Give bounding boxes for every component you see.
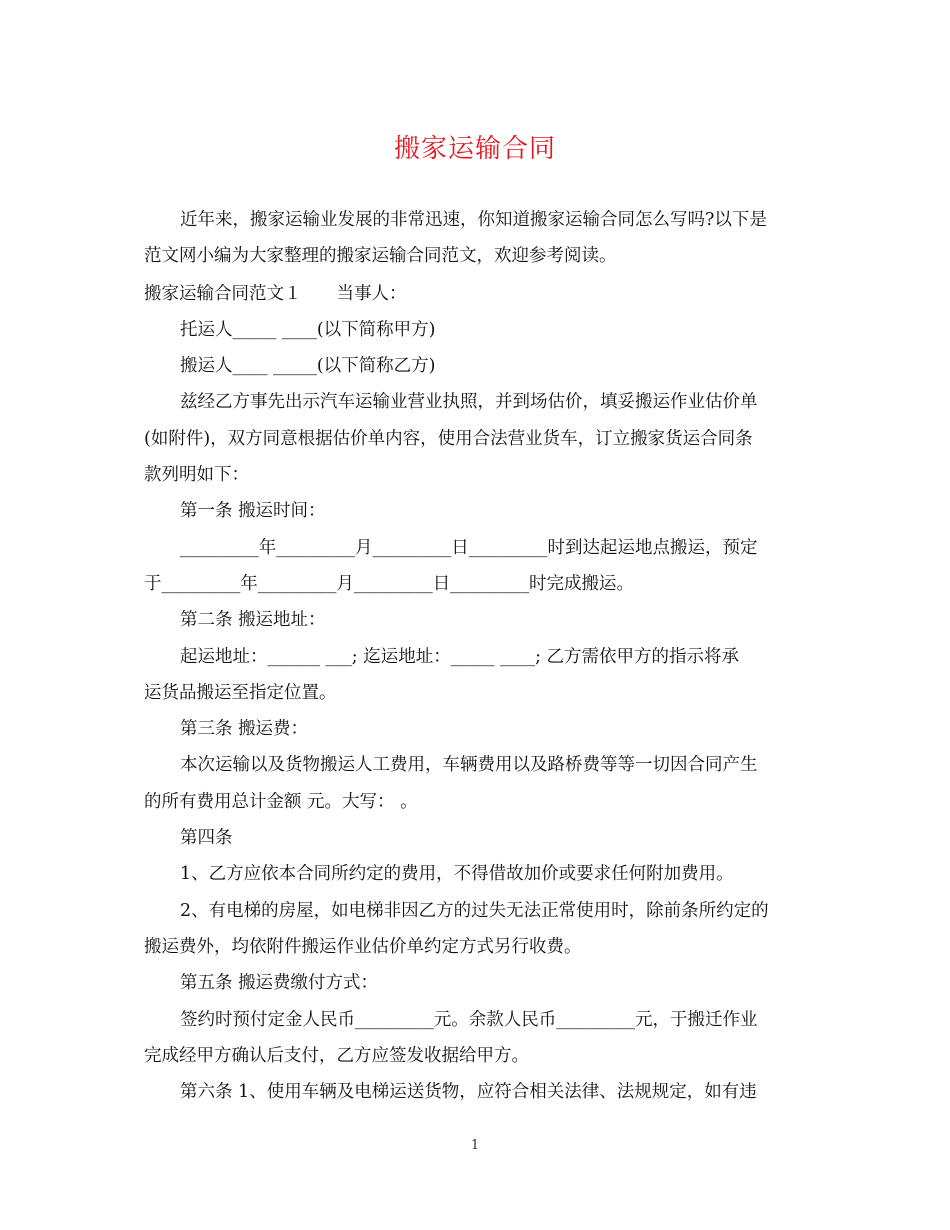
paragraph-line: 搬运人____ _____(以下简称乙方) xyxy=(180,356,436,376)
paragraph-line: 第六条 1、使用车辆及电梯运送货物，应符合相关法律、法规规定，如有违 xyxy=(180,1082,757,1102)
clause-heading: 第四条 xyxy=(180,828,233,848)
clause-heading: 第一条 搬运时间： xyxy=(180,501,326,521)
paragraph-line: 兹经乙方事先出示汽车运输业营业执照，并到场估价，填妥搬运作业估价单 xyxy=(180,392,758,412)
paragraph-line: (如附件)，双方同意根据估价单内容，使用合法营业货车，订立搬家货运合同条 xyxy=(144,429,753,449)
paragraph-line: 本次运输以及货物搬运人工费用，车辆费用以及路桥费等等一切因合同产生 xyxy=(180,755,758,775)
section-heading: 搬家运输合同范文１ 当事人： xyxy=(144,284,407,304)
paragraph-line: 搬运费外，均依附件搬运作业估价单约定方式另行收费。 xyxy=(144,937,582,957)
paragraph-line: 近年来，搬家运输业发展的非常迅速，你知道搬家运输合同怎么写吗?以下是 xyxy=(180,210,767,230)
paragraph-line: 托运人_____ ____(以下简称甲方) xyxy=(180,320,436,340)
document-title: 搬家运输合同 xyxy=(393,134,556,164)
clause-heading: 第二条 搬运地址： xyxy=(180,610,326,630)
paragraph-line: 签约时预付定金人民币_________元。余款人民币_________元，于搬迁作业 xyxy=(180,1010,758,1030)
paragraph-line: 2、有电梯的房屋，如电梯非因乙方的过失无法正常使用时，除前条所约定的 xyxy=(180,901,769,921)
paragraph-line: 款列明如下： xyxy=(144,465,249,485)
clause-heading: 第五条 搬运费缴付方式： xyxy=(180,973,379,993)
paragraph-line: 1、乙方应依本合同所约定的费用，不得借故加价或要求任何附加费用。 xyxy=(180,864,734,884)
paragraph-line: 完成经甲方确认后支付，乙方应签发收据给甲方。 xyxy=(144,1046,529,1066)
paragraph-line: 的所有费用总计金额 元。大写： 。 xyxy=(144,792,418,812)
clause-heading: 第三条 搬运费： xyxy=(180,719,309,739)
paragraph-line: 范文网小编为大家整理的搬家运输合同范文，欢迎参考阅读。 xyxy=(144,246,617,266)
paragraph-line: 运货品搬运至指定位置。 xyxy=(144,683,337,703)
paragraph-line: 起运地址：______ ___; 迄运地址：_____ ____; 乙方需依甲方的指示将承 xyxy=(180,647,740,667)
paragraph-line: 于_________年_________月_________日_________时完成搬运。 xyxy=(144,574,634,594)
paragraph-line: _________年_________月_________日_________时到达起运地点搬运，预定 xyxy=(180,538,758,558)
page-number: 1 xyxy=(470,1138,480,1153)
